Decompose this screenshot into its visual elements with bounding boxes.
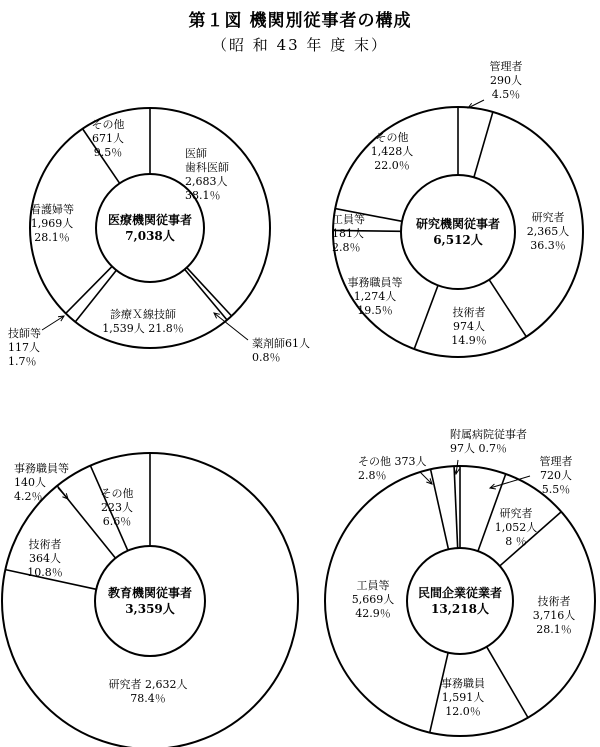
slice-label-line: 78.4％ (130, 692, 166, 705)
slice-label-line: 97人 0.7％ (450, 442, 507, 455)
slice-label-education-3 (101, 486, 134, 528)
slice-label-line: 薬剤師61人 (252, 337, 310, 350)
slice-label-line: 181人 (332, 227, 364, 240)
slice-label-line: 1,274人 (353, 290, 397, 303)
slice-label-line: 19.5％ (357, 304, 393, 317)
slice-label-line: 5.5％ (541, 483, 571, 496)
slice-label-line: 5,669人 (351, 593, 395, 606)
slice-boundary-5 (431, 469, 449, 549)
slice-label-line: その他 (375, 131, 409, 144)
slice-label-education-1 (27, 537, 63, 579)
slice-label-research-0 (490, 59, 523, 101)
slice-label-line: 歯科医師 (185, 161, 229, 174)
donut-inner-ring (407, 548, 513, 654)
donut-chart-medical (8, 108, 310, 368)
leader-arrowhead (58, 316, 64, 321)
slice-label-line: 42.9％ (355, 607, 391, 620)
slice-label-line: 看護婦等 (30, 203, 74, 216)
slice-boundary-3 (414, 285, 438, 349)
donut-inner-ring (401, 175, 515, 289)
slice-label-line: 事務職員等 (14, 462, 69, 475)
slice-label-line: 3,716人 (532, 609, 576, 622)
slice-label-line: 研究者 (499, 507, 533, 520)
slice-label-private-5 (358, 454, 427, 482)
slice-label-education-0 (109, 677, 188, 705)
slice-label-line: 140人 (14, 476, 46, 489)
slice-boundary-6 (454, 466, 458, 548)
slice-label-line: 2.8％ (358, 469, 387, 482)
slice-boundary-1 (187, 268, 232, 316)
slice-label-line: 附属病院従事者 (450, 428, 527, 441)
center-label-line: 教育機関従事者 (107, 586, 193, 600)
slice-label-line: 28.1％ (34, 231, 70, 244)
center-label-line: 研究機関従事者 (415, 217, 501, 231)
slice-label-line: 0.8％ (252, 351, 281, 364)
slice-label-private-2 (533, 594, 576, 636)
center-label-line: 3,359人 (125, 602, 175, 616)
leader-line (468, 100, 484, 108)
slice-label-private-3 (441, 676, 485, 718)
slice-label-line: 117人 (8, 341, 40, 354)
donut-inner-ring (95, 546, 205, 656)
slice-label-line: 1,591人 (441, 691, 485, 704)
center-label-line: 医療機関従事者 (107, 213, 193, 227)
slice-label-line: 720人 (540, 469, 572, 482)
slice-label-line: 工員等 (356, 579, 390, 592)
slice-label-line: 技術者 (28, 538, 62, 551)
slice-label-medical-0 (185, 147, 229, 202)
slice-label-line: 10.8％ (27, 566, 63, 579)
slice-label-line: 28.1％ (536, 623, 572, 636)
slice-label-line: 管理者 (539, 455, 573, 468)
slice-label-line: 診療Ｘ線技師 (110, 308, 176, 321)
slice-label-line: 671人 (92, 132, 124, 145)
slice-label-line: 技術者 (537, 595, 571, 608)
slice-label-line: 290人 (490, 74, 522, 87)
figure-subtitle: （昭 和 43 年 度 末） (212, 36, 388, 54)
slice-label-line: 1,969人 (30, 217, 74, 230)
slice-label-line: 22.0％ (374, 159, 410, 172)
slice-label-line: 研究者 2,632人 (108, 678, 188, 691)
slice-boundary-1 (474, 112, 493, 177)
slice-label-line: 36.3％ (530, 239, 566, 252)
slice-label-line: その他 (91, 118, 125, 131)
slice-label-line: 2,365人 (526, 225, 570, 238)
slice-label-medical-1 (252, 336, 310, 364)
slice-label-line: 9.5％ (93, 146, 123, 159)
slice-label-line: 事務職員 (441, 677, 485, 690)
slice-label-line: 14.9％ (451, 334, 487, 347)
slice-boundary-2 (489, 280, 526, 337)
slice-label-line: その他 373人 (358, 455, 427, 468)
slice-label-medical-5 (92, 117, 125, 159)
slice-label-private-4 (352, 579, 395, 620)
slice-label-line: 医師 (185, 147, 207, 160)
slice-label-line: 364人 (29, 552, 61, 565)
slice-boundary-3 (487, 647, 528, 718)
slice-label-line: 6.6％ (102, 515, 132, 528)
donut-chart-research (332, 59, 583, 357)
slice-label-research-2 (451, 305, 487, 347)
slice-label-line: 223人 (101, 501, 133, 514)
figure-title: 第１図 機関別従事者の構成 (188, 11, 412, 31)
slice-label-line: 技術者 (452, 306, 486, 319)
center-label-line: 13,218人 (431, 602, 489, 616)
slice-label-line: 研究者 (531, 211, 565, 224)
donut-chart-private (325, 427, 595, 736)
slice-label-line: 4.2％ (14, 490, 43, 503)
slice-label-medical-2 (102, 307, 183, 335)
slice-label-research-5 (371, 130, 414, 172)
slice-label-research-3 (348, 275, 403, 317)
leader-line (42, 316, 64, 330)
slice-label-private-6 (450, 427, 527, 455)
slice-boundary-4 (66, 266, 112, 313)
slice-label-line: 38.1％ (185, 189, 221, 202)
center-label-line: 6,512人 (433, 233, 483, 247)
slice-label-line: 2,683人 (185, 175, 228, 188)
slice-label-private-1 (495, 506, 538, 548)
slice-label-line: 4.5％ (491, 88, 521, 101)
slice-label-medical-3 (8, 326, 41, 368)
slice-label-line: 工員等 (332, 213, 365, 226)
slice-label-research-1 (527, 210, 570, 252)
slice-label-line: 1,539人 21.8％ (102, 322, 184, 335)
slice-label-line: 1,052人 (494, 521, 538, 534)
slice-label-line: 事務職員等 (347, 276, 403, 289)
slice-label-line: 974人 (453, 320, 485, 333)
slice-label-line: 2.8％ (332, 241, 361, 254)
slice-label-line: 12.0％ (445, 705, 481, 718)
slice-label-medical-4 (30, 202, 74, 244)
donut-chart-education (2, 453, 298, 747)
slice-boundary-2 (185, 269, 227, 320)
slice-label-research-4 (332, 213, 365, 254)
leader-line (420, 472, 432, 484)
slice-label-line: その他 (100, 487, 134, 500)
slice-label-line: 1,428人 (370, 145, 414, 158)
slice-label-line: 8 ％ (505, 535, 527, 548)
slice-label-line: 技師等 (8, 327, 41, 340)
center-label-line: 7,038人 (125, 229, 175, 243)
center-label-line: 民間企業従業者 (417, 586, 503, 600)
slice-label-line: 管理者 (489, 60, 523, 73)
slice-label-private-0 (540, 454, 573, 496)
slice-label-line: 1.7％ (8, 355, 37, 368)
